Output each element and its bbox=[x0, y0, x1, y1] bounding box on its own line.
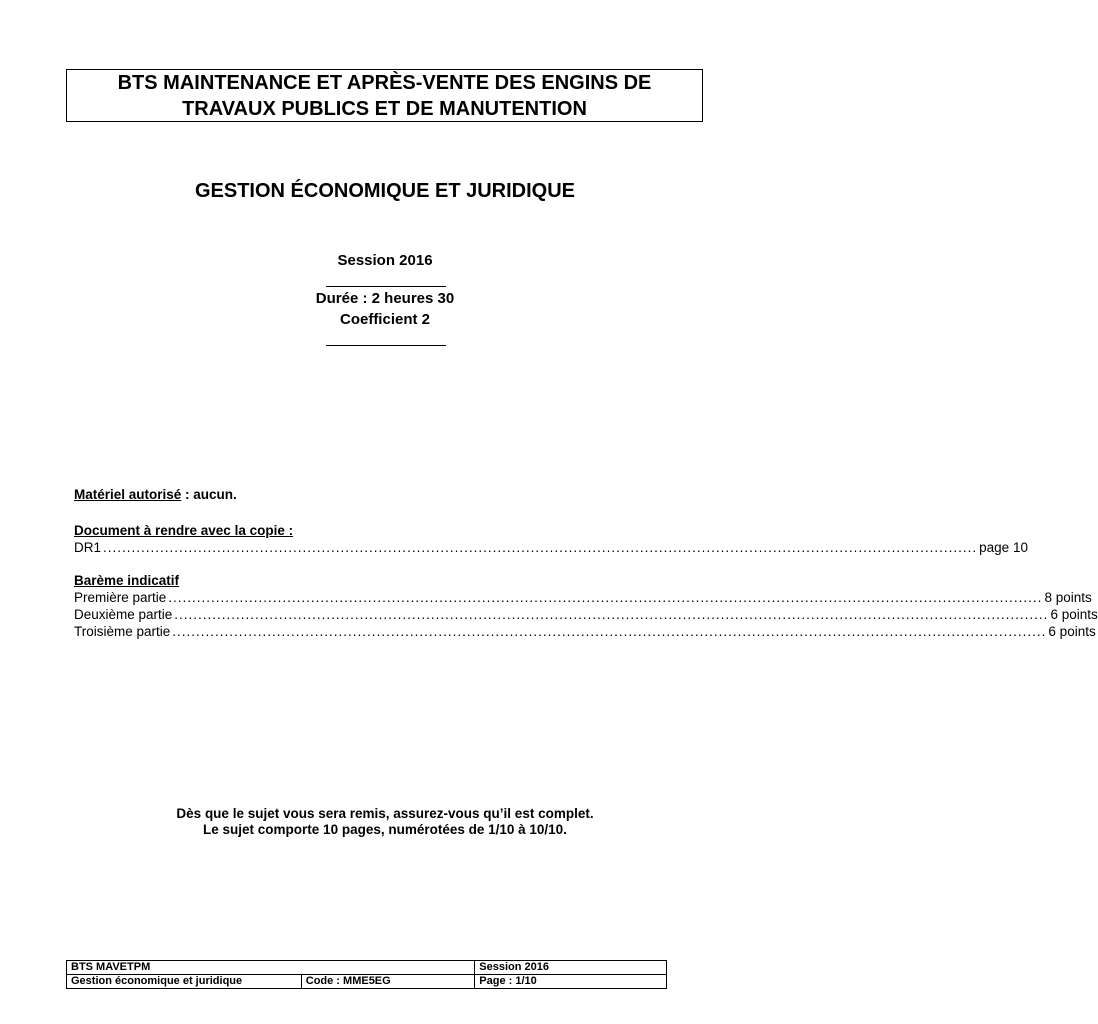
bareme-item-label: Troisième partie bbox=[74, 624, 171, 639]
bareme-item bbox=[74, 606, 1098, 623]
exam-title-line-2: TRAVAUX PUBLICS ET DE MANUTENTION bbox=[182, 97, 587, 120]
footer-subject: Gestion économique et juridique bbox=[67, 975, 302, 989]
bareme-item-label: Deuxième partie bbox=[74, 607, 173, 622]
bareme-item bbox=[74, 589, 1092, 606]
notice-line-2: Le sujet comporte 10 pages, numérotées de 1/10 à 10/10. bbox=[203, 822, 567, 837]
footer-code: Code : MME5EG bbox=[301, 975, 475, 989]
session-label: Session 2016 bbox=[337, 252, 433, 269]
completeness-notice bbox=[0, 806, 770, 838]
dot-leader: ........................................................................................................................................................................................ bbox=[103, 540, 978, 555]
dot-leader: ........................................................................................................................................................................................ bbox=[168, 590, 1043, 605]
coefficient-label: Coefficient 2 bbox=[339, 311, 430, 328]
notice-line-1: Dès que le sujet vous sera remis, assurez-vous qu’il est complet. bbox=[176, 806, 594, 821]
document-item bbox=[74, 539, 1028, 556]
materiel-label: Matériel autorisé bbox=[74, 487, 182, 502]
bareme-item-value: 6 points bbox=[1050, 607, 1098, 622]
footer-table bbox=[66, 960, 667, 989]
bareme-section bbox=[74, 572, 1098, 640]
exam-title-line-1: BTS MAINTENANCE ET APRÈS-VENTE DES ENGINS DE bbox=[117, 71, 652, 94]
bareme-heading: Barème indicatif bbox=[74, 573, 180, 588]
bareme-item-label: Première partie bbox=[74, 590, 167, 605]
subject-title: GESTION ÉCONOMIQUE ET JURIDIQUE bbox=[194, 180, 576, 202]
dot-leader: ........................................................................................................................................................................................ bbox=[172, 624, 1047, 639]
document-item-label: DR1 bbox=[74, 540, 102, 555]
materiel-value: : aucun. bbox=[181, 487, 237, 502]
materiel-section bbox=[74, 487, 698, 502]
bareme-item-value: 8 points bbox=[1044, 590, 1092, 605]
footer-session: Session 2016 bbox=[475, 961, 667, 975]
footer-program: BTS MAVETPM bbox=[67, 961, 475, 975]
document-section bbox=[74, 522, 1028, 556]
document-item-value: page 10 bbox=[979, 540, 1028, 555]
divider-2 bbox=[326, 345, 446, 346]
exam-title-box bbox=[66, 69, 703, 122]
document-heading: Document à rendre avec la copie : bbox=[74, 523, 294, 538]
footer-page: Page : 1/10 bbox=[475, 975, 667, 989]
bareme-item-value: 6 points bbox=[1048, 624, 1096, 639]
bareme-item bbox=[74, 623, 1096, 640]
divider-1 bbox=[326, 286, 446, 287]
duration-label: Durée : 2 heures 30 bbox=[315, 290, 455, 307]
dot-leader: ........................................................................................................................................................................................ bbox=[174, 607, 1049, 622]
